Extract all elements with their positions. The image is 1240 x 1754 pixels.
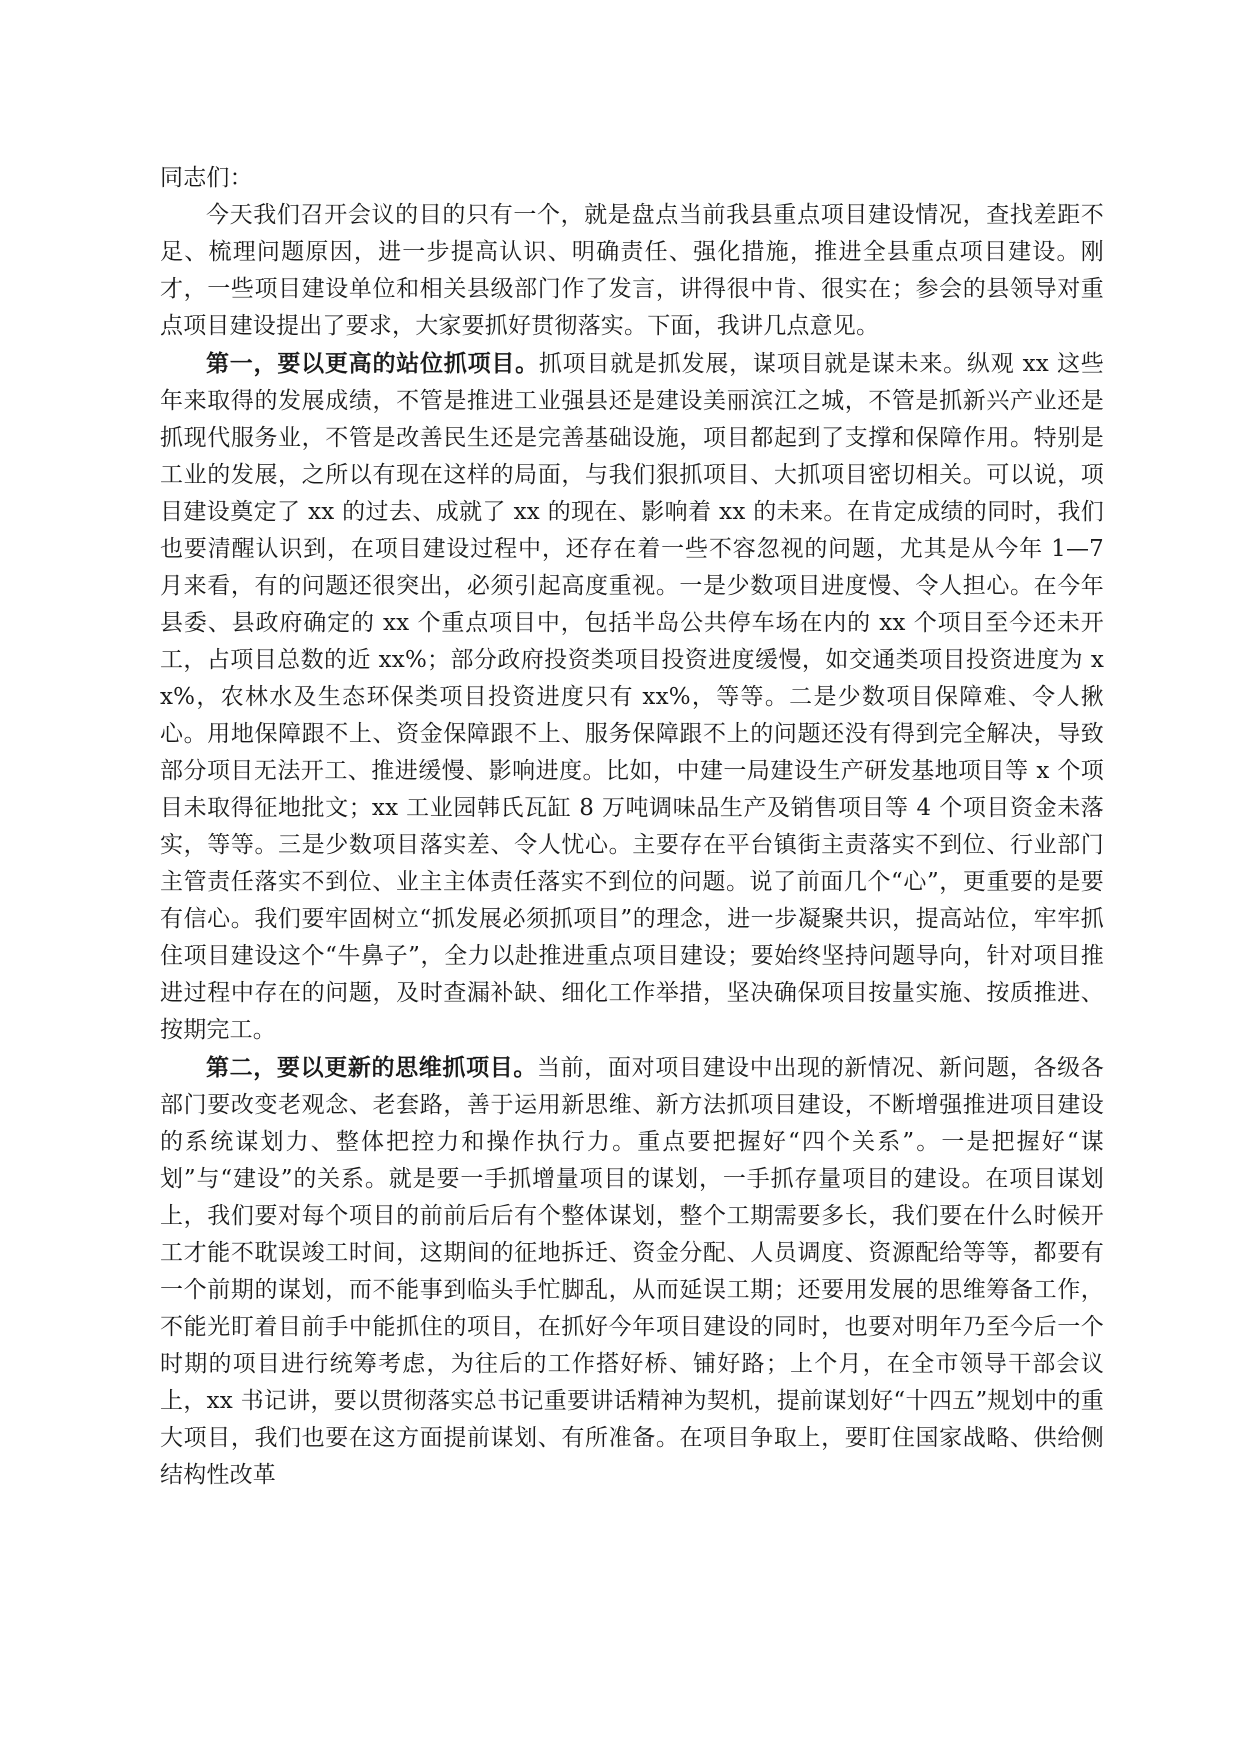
- section-2-body: 当前，面对项目建设中出现的新情况、新问题，各级各部门要改变老观念、老套路，善于运用新思维、新方法抓项目建设，不断增强推进项目建设的系统谋划力、整体把控力和操作执行力。重点要把握好“四个关系”。一是把握好“谋划”与“建设”的关系。就是要一手抓增量项目的谋划，一手抓存量项目的建设。在项目谋划上，我们要对每个项目的前前后后有个整体谋划，整个工期需要多长，我们要在什么时候开工才能不耽误竣工时间，这期间的征地拆迁、资金分配、人员调度、资源配给等等，都要有一个前期的谋划，而不能事到临头手忙脚乱，从而延误工期；还要用发展的思维筹备工作，不能光盯着目前手中能抓住的项目，在抓好今年项目建设的同时，也要对明年乃至今后一个时期的项目进行统筹考虑，为往后的工作搭好桥、铺好路；上个月，在全市领导干部会议上，xx 书记讲，要以贯彻落实总书记重要讲话精神为契机，提前谋划好“十四五”规划中的重大项目，我们也要在这方面提前谋划、有所准备。在项目争取上，要盯住国家战略、供给侧结构性改革: [160, 1055, 1104, 1488]
- salutation: 同志们：: [160, 165, 253, 191]
- section-1-heading: 第一，要以更高的站位抓项目。: [206, 350, 539, 377]
- section-1-paragraph: [160, 345, 1104, 1049]
- section-1-body: 抓项目就是抓发展，谋项目就是谋未来。纵观 xx 这些年来取得的发展成绩，不管是推进工业强县还是建设美丽滨江之城，不管是抓新兴产业还是抓现代服务业，不管是改善民生还是完善基础设施，项目都起到了支撑和保障作用。特别是工业的发展，之所以有现在这样的局面，与我们狠抓项目、大抓项目密切相关。可以说，项目建设奠定了 xx 的过去、成就了 xx 的现在、影响着 xx 的未来。在肯定成绩的同时，我们也要清醒认识到，在项目建设过程中，还存在着一些不容忽视的问题，尤其是从今年 1—7 月来看，有的问题还很突出，必须引起高度重视。一是少数项目进度慢、令人担心。在今年县委、县政府确定的 xx 个重点项目中，包括半岛公共停车场在内的 xx 个项目至今还未开工，占项目总数的近 xx%；部分政府投资类项目投资进度缓慢，如交通类项目投资进度为 xx%，农林水及生态环保类项目投资进度只有 xx%，等等。二是少数项目保障难、令人揪心。用地保障跟不上、资金保障跟不上、服务保障跟不上的问题还没有得到完全解决，导致部分项目无法开工、推进缓慢、影响进度。比如，中建一局建设生产研发基地项目等 x 个项目未取得征地批文；xx 工业园韩氏瓦缸 8 万吨调味品生产及销售项目等 4 个项目资金未落实，等等。三是少数项目落实差、令人忧心。主要存在平台镇街主责落实不到位、行业部门主管责任落实不到位、业主主体责任落实不到位的问题。说了前面几个“心”，更重要的是要有信心。我们要牢固树立“抓发展必须抓项目”的理念，进一步凝聚共识，提高站位，牢牢抓住项目建设这个“牛鼻子”，全力以赴推进重点项目建设；要始终坚持问题导向，针对项目推进过程中存在的问题，及时查漏补缺、细化工作举措，坚决确保项目按量实施、按质推进、按期完工。: [160, 351, 1104, 1043]
- section-2-paragraph: [160, 1049, 1104, 1494]
- document-page: [160, 160, 1104, 1494]
- section-2-heading: 第二，要以更新的思维抓项目。: [206, 1054, 537, 1081]
- intro-paragraph: 今天我们召开会议的目的只有一个，就是盘点当前我县重点项目建设情况，查找差距不足、梳理问题原因，进一步提高认识、明确责任、强化措施，推进全县重点项目建设。刚才，一些项目建设单位和相关县级部门作了发言，讲得很中肯、很实在；参会的县领导对重点项目建设提出了要求，大家要抓好贯彻落实。下面，我讲几点意见。: [160, 202, 1104, 339]
